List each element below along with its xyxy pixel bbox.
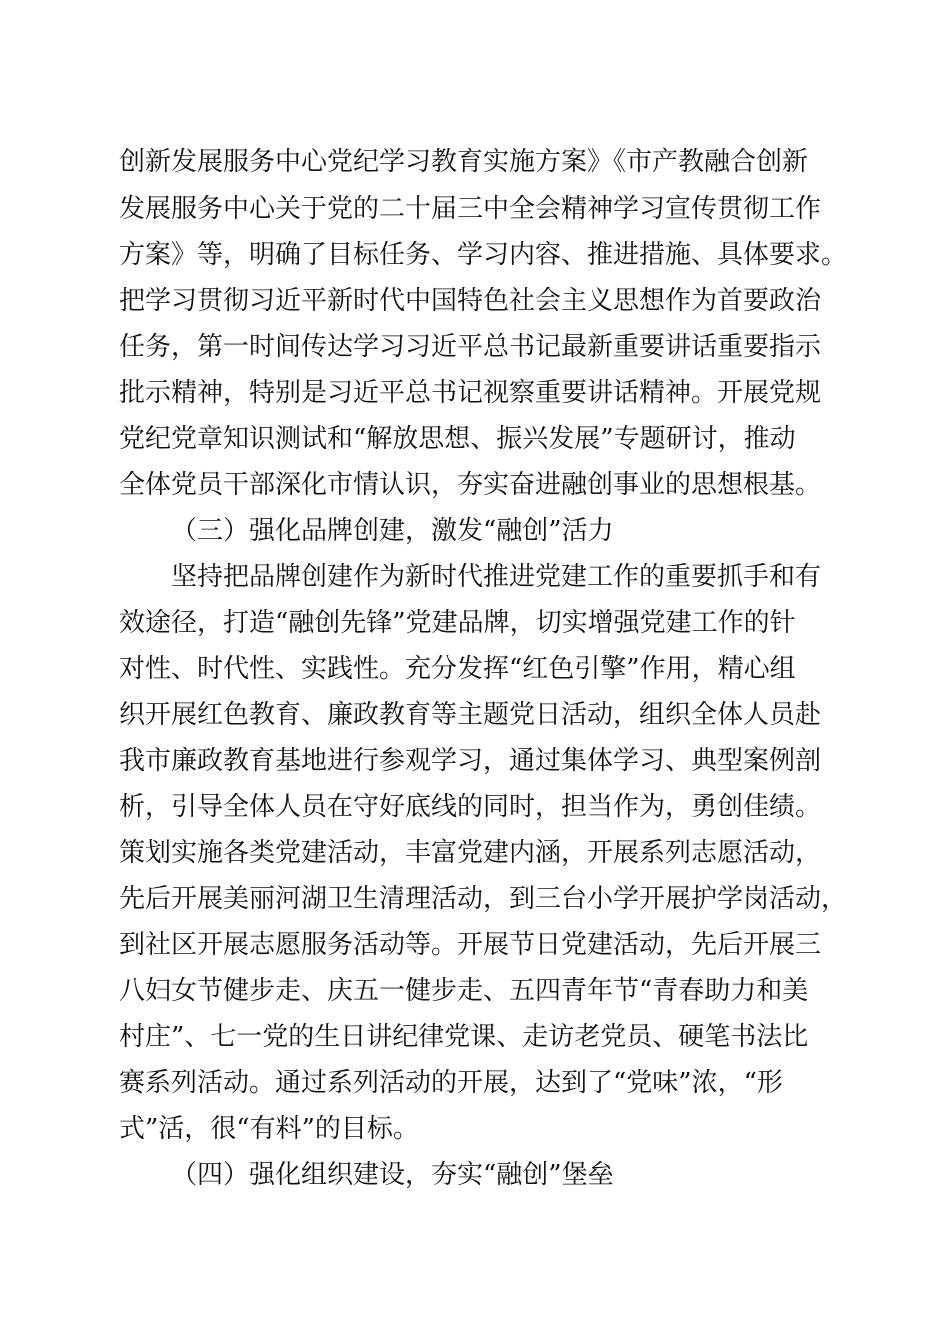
text-line: 村庄”、七一党的生日讲纪律党课、走访老党员、硬笔书法比 [119,1022,809,1052]
text-line: 发展服务中心关于党的二十届三中全会精神学习宣传贯彻工作 [119,194,822,224]
text-line: 批示精神，特别是习近平总书记视察重要讲话精神。开展党规 [119,378,822,408]
text-line: 先后开展美丽河湖卫生清理活动，到三台小学开展护学岗活动， [119,884,848,914]
text-line: 赛系列活动。通过系列活动的开展，达到了“党味”浓，“形 [119,1068,783,1098]
text-line: 我市廉政教育基地进行参观学习，通过集体学习、典型案例剖 [119,746,822,776]
text-line: 任务，第一时间传达学习习近平总书记最新重要讲话重要指示 [119,332,822,362]
text-line: 把学习贯彻习近平新时代中国特色社会主义思想作为首要政治 [119,286,822,316]
text-line: 效途径，打造“融创先锋”党建品牌，切实增强党建工作的针 [119,608,796,638]
text-line: 析，引导全体人员在守好底线的同时，担当作为，勇创佳绩。 [119,792,822,822]
section-heading-3: （三）强化品牌创建，激发“融创”活力 [171,516,614,546]
section-heading-4: （四）强化组织建设，夯实“融创”堡垒 [171,1160,614,1190]
text-line: 方案》等，明确了目标任务、学习内容、推进措施、具体要求。 [119,240,848,270]
text-line: 到社区开展志愿服务活动等。开展节日党建活动，先后开展三 [119,930,822,960]
text-line: 织开展红色教育、廉政教育等主题党日活动，组织全体人员赴 [119,700,822,730]
text-line: 创新发展服务中心党纪学习教育实施方案》《市产教融合创新 [119,147,809,177]
text-line: 策划实施各类党建活动，丰富党建内涵，开展系列志愿活动， [119,838,822,868]
text-line: 全体党员干部深化市情认识，夯实奋进融创事业的思想根基。 [119,470,822,500]
paragraph-first-line: 坚持把品牌创建作为新时代推进党建工作的重要抓手和有 [171,562,822,592]
text-line: 八妇女节健步走、庆五一健步走、五四青年节“青春助力和美 [119,976,809,1006]
text-line: 式”活，很“有料”的目标。 [119,1114,419,1144]
text-line: 党纪党章知识测试和“解放思想、振兴发展”专题研讨，推动 [119,424,796,454]
text-line: 对性、时代性、实践性。充分发挥“红色引擎”作用，精心组 [119,654,796,684]
